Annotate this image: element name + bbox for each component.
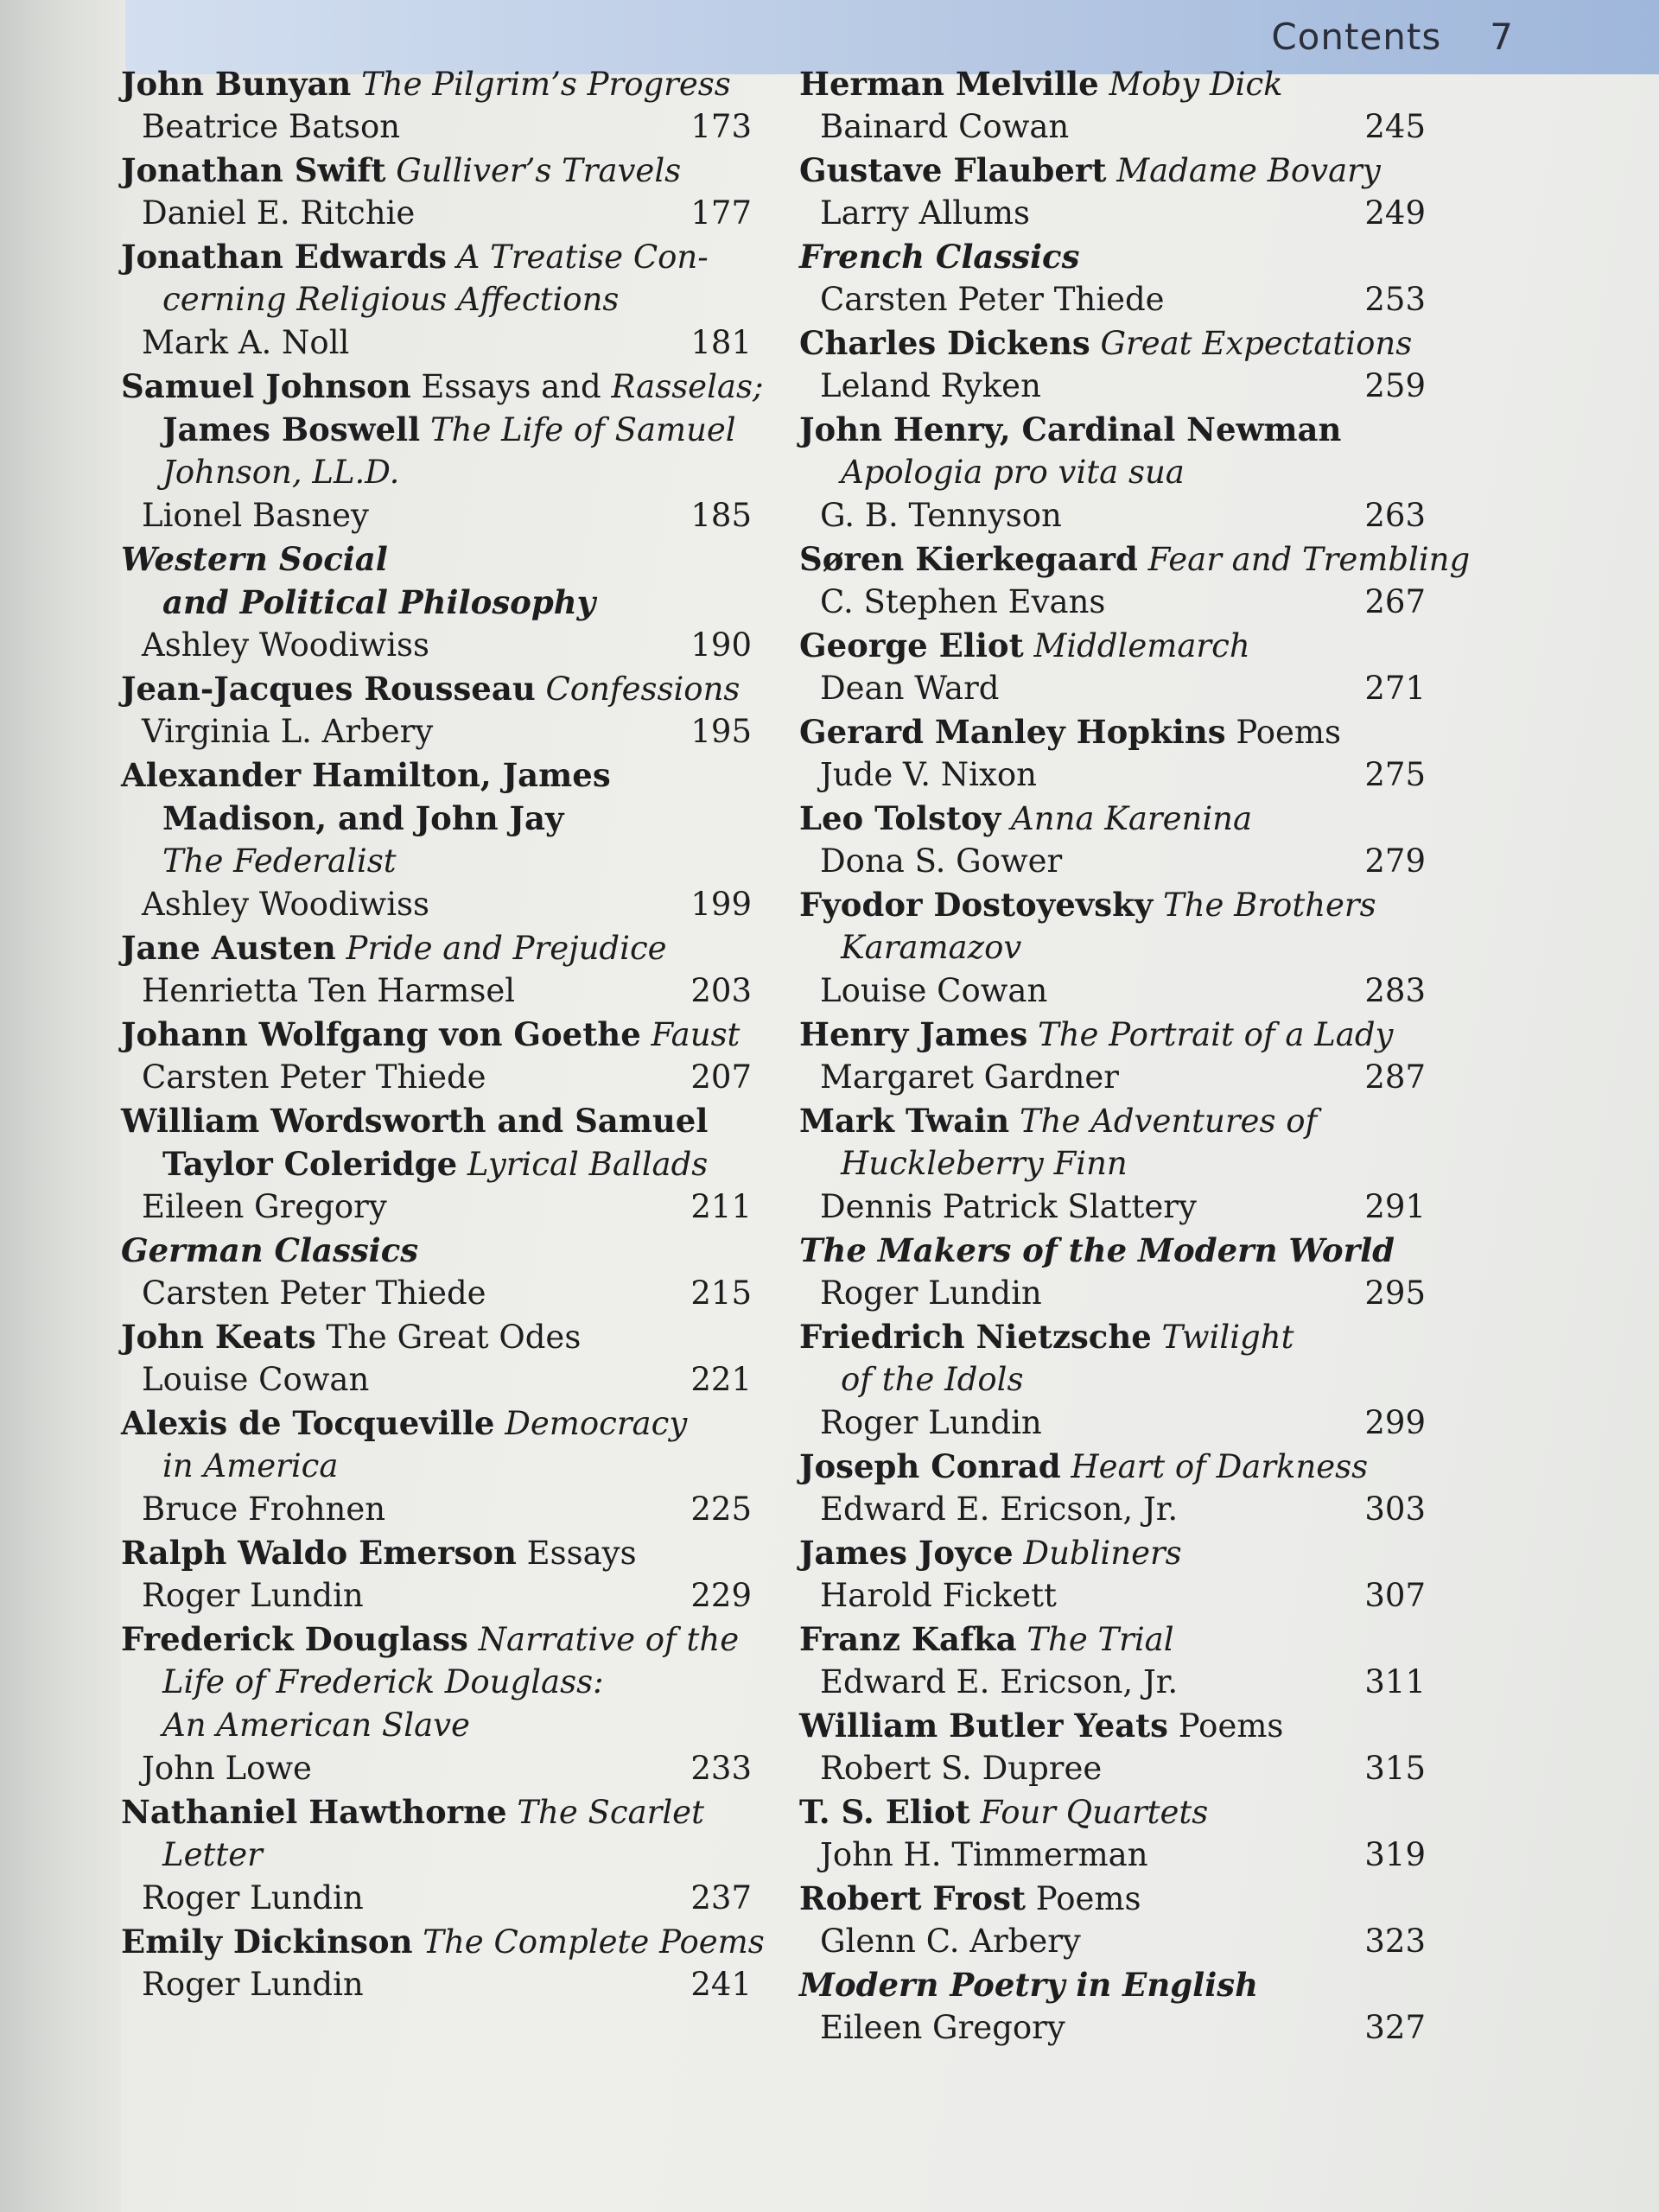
entry-heading-line <box>121 797 760 840</box>
entry-work-title: The Brothers <box>1163 887 1376 924</box>
entry-author: Emily Dickinson <box>121 1923 413 1961</box>
entry-author: Franz Kafka <box>799 1620 1017 1658</box>
entry-author: George Eliot <box>799 626 1024 664</box>
entry-page-number: 177 <box>690 194 752 232</box>
section-title: Contents <box>1271 16 1442 58</box>
entry-heading-line <box>799 710 1426 753</box>
toc-entry <box>799 1013 1426 1099</box>
entry-contributor: Daniel E. Ritchie <box>142 194 416 232</box>
entry-contributor: G. B. Tennyson <box>820 497 1062 534</box>
contents-column-left <box>121 62 765 2006</box>
toc-entry <box>121 235 760 365</box>
entry-work-title: Huckleberry Finn <box>841 1145 1128 1182</box>
entry-work-plain: Poems <box>1236 714 1342 751</box>
entry-work-title: of the Idols <box>841 1361 1024 1398</box>
entry-heading-line <box>121 62 760 105</box>
entry-author: James Joyce <box>799 1534 1014 1572</box>
entry-page-number: 215 <box>690 1274 752 1312</box>
entry-contributor-line <box>799 105 1426 149</box>
section-heading: Western Social <box>121 540 388 578</box>
toc-entry <box>121 1229 760 1315</box>
toc-entry <box>799 62 1426 149</box>
entry-heading-line <box>799 1013 1426 1056</box>
entry-contributor-line <box>121 710 760 753</box>
entry-heading-line <box>121 667 760 710</box>
entry-page-number: 307 <box>1364 1577 1426 1614</box>
entry-contributor: Carsten Peter Thiede <box>820 281 1165 318</box>
entry-contributor-line <box>121 1272 760 1315</box>
entry-heading-line <box>121 1661 760 1704</box>
entry-contributor-line <box>121 1185 760 1229</box>
toc-entry <box>121 1790 760 1920</box>
entry-work-title: Rasselas; <box>611 368 764 405</box>
entry-heading-line <box>121 278 760 321</box>
entry-contributor-line <box>799 753 1426 797</box>
entry-heading-line <box>799 1315 1426 1358</box>
entry-heading-line <box>799 451 1426 494</box>
entry-contributor-line <box>799 1056 1426 1099</box>
entry-page-number: 253 <box>1364 281 1426 318</box>
toc-entry <box>799 624 1426 710</box>
entry-author: Friedrich Nietzsche <box>799 1318 1152 1356</box>
entry-author: Nathaniel Hawthorne <box>121 1793 507 1831</box>
entry-author: Henry James <box>799 1015 1028 1053</box>
entry-contributor: Edward E. Ericson, Jr. <box>820 1663 1179 1700</box>
entry-contributor-line <box>121 494 760 537</box>
entry-page-number: 303 <box>1364 1491 1426 1528</box>
entry-page-number: 249 <box>1364 194 1426 232</box>
toc-entry <box>121 149 760 235</box>
entry-heading-line <box>121 235 760 278</box>
entry-heading-line <box>121 1790 760 1834</box>
toc-entry <box>799 1963 1426 2050</box>
toc-entry <box>799 235 1426 321</box>
section-heading: Modern Poetry in English <box>799 1966 1258 2004</box>
entry-work-title: Johnson, LL.D. <box>162 454 400 491</box>
entry-author: Jonathan Swift <box>121 151 386 189</box>
toc-entry <box>799 710 1426 797</box>
entry-page-number: 241 <box>690 1966 752 2003</box>
entry-heading-line <box>121 1013 760 1056</box>
entry-page-number: 245 <box>1364 108 1426 145</box>
entry-contributor-line <box>799 1747 1426 1790</box>
entry-heading-line <box>121 1704 760 1747</box>
entry-contributor-line <box>121 1963 760 2006</box>
entry-contributor: Eileen Gregory <box>142 1188 387 1225</box>
entry-page-number: 237 <box>690 1879 752 1916</box>
toc-entry <box>121 926 760 1013</box>
entry-contributor-line <box>121 624 760 667</box>
entry-heading-line <box>121 1834 760 1877</box>
entry-page-number: 259 <box>1364 367 1426 404</box>
entry-contributor-line <box>799 840 1426 883</box>
entry-heading-line <box>799 1229 1426 1272</box>
entry-page-number: 225 <box>690 1491 752 1528</box>
entry-work-plain: Essays <box>526 1535 637 1572</box>
entry-contributor-line <box>799 667 1426 710</box>
toc-entry <box>799 1315 1426 1445</box>
section-heading: French Classics <box>799 238 1080 276</box>
entry-work-title: Madame Bovary <box>1116 152 1381 189</box>
entry-page-number: 181 <box>690 324 752 361</box>
toc-entry <box>121 1099 760 1229</box>
entry-contributor-line <box>799 1661 1426 1704</box>
entry-heading-line <box>121 926 760 969</box>
entry-work-title: The Life of Samuel <box>429 411 736 448</box>
entry-contributor-line <box>799 1185 1426 1229</box>
entry-page-number: 221 <box>690 1361 752 1398</box>
entry-author: Søren Kierkegaard <box>799 540 1138 578</box>
entry-contributor: Margaret Gardner <box>820 1058 1119 1096</box>
entry-contributor: Ashley Woodiwiss <box>142 886 429 923</box>
entry-contributor-line <box>799 1834 1426 1877</box>
entry-contributor: Carsten Peter Thiede <box>142 1274 486 1312</box>
entry-contributor-line <box>121 883 760 926</box>
entry-heading-line <box>121 1618 760 1661</box>
entry-work-title: Letter <box>162 1836 263 1873</box>
entry-page-number: 211 <box>690 1188 752 1225</box>
entry-contributor: Roger Lundin <box>142 1577 364 1614</box>
toc-entry <box>799 408 1426 537</box>
entry-author: John Henry, Cardinal Newman <box>799 410 1342 448</box>
entry-contributor: Louise Cowan <box>820 972 1048 1009</box>
entry-heading-line <box>121 581 760 624</box>
entry-contributor-line <box>121 1747 760 1790</box>
section-heading: and Political Philosophy <box>162 583 596 621</box>
entry-heading-line <box>799 321 1426 365</box>
entry-contributor-line <box>121 1358 760 1402</box>
entry-contributor: Henrietta Ten Harmsel <box>142 972 516 1009</box>
entry-work-title: Pride and Prejudice <box>346 930 667 967</box>
entry-heading-line <box>799 408 1426 451</box>
page-gutter <box>0 0 121 2212</box>
entry-page-number: 185 <box>690 497 752 534</box>
entry-heading-line <box>799 62 1426 105</box>
entry-heading-line <box>799 1963 1426 2006</box>
entry-work-title: in America <box>162 1447 339 1484</box>
entry-work-title: cerning Religious Affections <box>162 281 620 318</box>
entry-contributor-line <box>799 494 1426 537</box>
entry-author: Robert Frost <box>799 1879 1027 1917</box>
entry-page-number: 195 <box>690 713 752 750</box>
entry-work-title: Heart of Darkness <box>1071 1448 1369 1485</box>
entry-heading-line <box>799 624 1426 667</box>
entry-work-title: Twilight <box>1161 1319 1294 1356</box>
entry-heading-line <box>121 537 760 581</box>
entry-author: Frederick Douglass <box>121 1620 468 1658</box>
entry-page-number: 283 <box>1364 972 1426 1009</box>
entry-contributor: Carsten Peter Thiede <box>142 1058 486 1096</box>
entry-author: Johann Wolfgang von Goethe <box>121 1015 641 1053</box>
entry-contributor-line <box>799 2006 1426 2050</box>
entry-heading-line <box>121 149 760 192</box>
entry-contributor: Dona S. Gower <box>820 842 1063 880</box>
entry-contributor-line <box>121 1056 760 1099</box>
entry-author: Mark Twain <box>799 1102 1010 1140</box>
entry-contributor: Lionel Basney <box>142 497 369 534</box>
entry-contributor: Virginia L. Arbery <box>142 713 434 750</box>
entry-author: Alexis de Tocqueville <box>121 1404 495 1442</box>
entry-page-number: 279 <box>1364 842 1426 880</box>
entry-work-title: The Adventures of <box>1019 1103 1318 1140</box>
toc-entry <box>799 1618 1426 1704</box>
entry-author: Ralph Waldo Emerson <box>121 1534 517 1572</box>
entry-page-number: 271 <box>1364 670 1426 707</box>
entry-contributor-line <box>121 192 760 235</box>
entry-work-title: Narrative of the <box>478 1621 740 1658</box>
folio: 7 <box>1490 16 1514 58</box>
entry-heading-line <box>121 408 760 451</box>
entry-page-number: 199 <box>690 886 752 923</box>
entry-work-title: Confessions <box>545 671 741 708</box>
toc-entry <box>121 753 760 926</box>
entry-author: Leo Tolstoy <box>799 799 1001 837</box>
entry-author: Jonathan Edwards <box>121 238 447 276</box>
entry-contributor: Leland Ryken <box>820 367 1041 404</box>
entry-work-title: The Complete Poems <box>423 1923 765 1961</box>
entry-heading-line <box>121 840 760 883</box>
entry-contributor: Mark A. Noll <box>142 324 350 361</box>
toc-entry <box>121 365 764 537</box>
entry-contributor-line <box>799 1574 1426 1618</box>
entry-page-number: 263 <box>1364 497 1426 534</box>
entry-heading-line <box>121 753 760 797</box>
entry-page-number: 203 <box>690 972 752 1009</box>
entry-page-number: 319 <box>1364 1836 1426 1873</box>
entry-heading-line <box>799 537 1471 581</box>
entry-heading-line <box>121 1402 760 1445</box>
entry-contributor: Edward E. Ericson, Jr. <box>820 1491 1179 1528</box>
entry-contributor-line <box>121 1488 760 1531</box>
entry-heading-line <box>121 1445 760 1488</box>
entry-contributor: Louise Cowan <box>142 1361 370 1398</box>
entry-work-title: Karamazov <box>841 929 1022 966</box>
entry-heading-line <box>799 1099 1426 1142</box>
entry-work-plain: Poems <box>1035 1880 1141 1917</box>
toc-entry <box>121 1315 760 1402</box>
entry-heading-line <box>799 149 1426 192</box>
entry-work-plain: Essays and <box>421 368 601 405</box>
entry-contributor-line <box>799 581 1426 624</box>
entry-contributor: Roger Lundin <box>820 1274 1042 1312</box>
entry-contributor: Robert S. Dupree <box>820 1750 1103 1787</box>
entry-contributor: Dean Ward <box>820 670 1000 707</box>
entry-contributor: Eileen Gregory <box>820 2009 1065 2046</box>
entry-work-title: The Pilgrim’s Progress <box>361 66 731 103</box>
entry-heading-line <box>799 797 1426 840</box>
entry-contributor: Roger Lundin <box>142 1966 364 2003</box>
entry-work-title: An American Slave <box>162 1707 470 1744</box>
entry-page-number: 315 <box>1364 1750 1426 1787</box>
entry-work-title: Great Expectations <box>1100 325 1413 362</box>
entry-author: James Boswell <box>162 410 421 448</box>
toc-entry <box>799 149 1426 235</box>
entry-contributor-line <box>799 969 1426 1013</box>
entry-heading-line <box>799 235 1426 278</box>
entry-page-number: 299 <box>1364 1404 1426 1441</box>
entry-heading-line <box>121 1142 760 1185</box>
entry-author: Jean-Jacques Rousseau <box>121 670 536 708</box>
entry-contributor-line <box>121 321 760 365</box>
entry-author: Herman Melville <box>799 65 1099 103</box>
entry-contributor-line <box>799 1920 1426 1963</box>
entry-contributor: Roger Lundin <box>142 1879 364 1916</box>
toc-entry <box>121 1402 760 1531</box>
toc-entry <box>799 537 1471 624</box>
entry-contributor-line <box>121 105 760 149</box>
entry-work-title: Life of Frederick Douglass: <box>162 1663 604 1700</box>
toc-entry <box>799 1704 1426 1790</box>
entry-contributor: Glenn C. Arbery <box>820 1923 1081 1960</box>
entry-contributor-line <box>799 1402 1426 1445</box>
entry-page-number: 291 <box>1364 1188 1426 1225</box>
entry-contributor: Bainard Cowan <box>820 108 1070 145</box>
entry-author: Fyodor Dostoyevsky <box>799 886 1154 924</box>
entry-work-title: Lyrical Ballads <box>467 1146 709 1183</box>
entry-contributor: Roger Lundin <box>820 1404 1042 1441</box>
entry-contributor: Jude V. Nixon <box>820 756 1037 793</box>
entry-page-number: 229 <box>690 1577 752 1614</box>
entry-heading-line <box>121 1099 760 1142</box>
entry-contributor: Harold Fickett <box>820 1577 1057 1614</box>
toc-entry <box>121 667 760 753</box>
toc-entry <box>121 1618 760 1790</box>
toc-entry <box>799 321 1426 408</box>
entry-heading-line <box>799 1358 1426 1402</box>
entry-heading-line <box>799 883 1426 926</box>
entry-page-number: 311 <box>1364 1663 1426 1700</box>
toc-entry <box>799 1445 1426 1531</box>
entry-contributor-line <box>799 192 1426 235</box>
entry-contributor: John H. Timmerman <box>820 1836 1148 1873</box>
toc-entry <box>799 1790 1426 1877</box>
entry-author: John Bunyan <box>121 65 352 103</box>
entry-work-title: Middlemarch <box>1033 627 1250 664</box>
entry-work-title: Democracy <box>505 1405 688 1442</box>
entry-author: Samuel Johnson <box>121 367 411 405</box>
entry-contributor-line <box>121 969 760 1013</box>
entry-contributor-line <box>799 278 1426 321</box>
entry-work-title: Faust <box>651 1016 741 1053</box>
entry-author: John Keats <box>121 1318 316 1356</box>
entry-contributor: Bruce Frohnen <box>142 1491 386 1528</box>
entry-page-number: 295 <box>1364 1274 1426 1312</box>
entry-work-title: Gulliver’s Travels <box>396 152 682 189</box>
entry-author: Taylor Coleridge <box>162 1145 458 1183</box>
contents-column-right <box>799 62 1471 2050</box>
entry-work-title: The Federalist <box>162 842 397 880</box>
entry-heading-line <box>799 1877 1426 1920</box>
entry-work-title: Dubliners <box>1023 1535 1182 1572</box>
entry-author: Jane Austen <box>121 929 336 967</box>
entry-page-number: 287 <box>1364 1058 1426 1096</box>
entry-heading-line <box>121 365 764 408</box>
entry-work-title: Anna Karenina <box>1011 800 1253 837</box>
entry-author: Gerard Manley Hopkins <box>799 713 1226 751</box>
entry-work-title: Four Quartets <box>980 1794 1209 1831</box>
entry-contributor: Dennis Patrick Slattery <box>820 1188 1197 1225</box>
entry-contributor-line <box>799 365 1426 408</box>
toc-entry <box>121 1531 760 1618</box>
entry-contributor-line <box>121 1574 760 1618</box>
running-header <box>1271 16 1514 58</box>
entry-page-number: 173 <box>690 108 752 145</box>
entry-page-number: 327 <box>1364 2009 1426 2046</box>
entry-heading-line <box>121 1229 760 1272</box>
entry-heading-line <box>121 1920 765 1963</box>
entry-page-number: 233 <box>690 1750 752 1787</box>
entry-page-number: 207 <box>690 1058 752 1096</box>
toc-entry <box>799 797 1426 883</box>
entry-contributor: Ashley Woodiwiss <box>142 626 429 664</box>
entry-contributor-line <box>121 1877 760 1920</box>
section-heading: The Makers of the Modern World <box>799 1231 1395 1269</box>
toc-entry <box>121 537 760 667</box>
entry-work-plain: The Great Odes <box>326 1319 582 1356</box>
entry-contributor: Beatrice Batson <box>142 108 401 145</box>
entry-contributor: C. Stephen Evans <box>820 583 1106 620</box>
entry-heading-line <box>799 1790 1426 1834</box>
entry-heading-line <box>799 1445 1426 1488</box>
entry-contributor-line <box>799 1272 1426 1315</box>
entry-heading-line <box>799 926 1426 969</box>
entry-author: William Butler Yeats <box>799 1707 1168 1745</box>
entry-work-title: The Portrait of a Lady <box>1038 1016 1394 1053</box>
entry-work-title: A Treatise Con- <box>456 238 709 276</box>
section-heading: German Classics <box>121 1231 419 1269</box>
toc-entry <box>799 1099 1426 1229</box>
entry-author: Alexander Hamilton, James <box>121 756 611 794</box>
entry-heading-line <box>121 1531 760 1574</box>
entry-heading-line <box>799 1704 1426 1747</box>
entry-contributor: John Lowe <box>142 1750 312 1787</box>
toc-entry <box>121 1013 760 1099</box>
entry-heading-line <box>799 1618 1426 1661</box>
entry-heading-line <box>799 1142 1426 1185</box>
entry-work-title: The Scarlet <box>517 1794 704 1831</box>
entry-heading-line <box>121 1315 760 1358</box>
entry-page-number: 190 <box>690 626 752 664</box>
toc-entry <box>121 62 760 149</box>
entry-work-plain: Poems <box>1178 1707 1284 1745</box>
entry-page-number: 323 <box>1364 1923 1426 1960</box>
entry-contributor-line <box>799 1488 1426 1531</box>
entry-page-number: 275 <box>1364 756 1426 793</box>
entry-author: Gustave Flaubert <box>799 151 1107 189</box>
entry-author: Joseph Conrad <box>799 1447 1061 1485</box>
entry-heading-line <box>799 1531 1426 1574</box>
entry-contributor: Larry Allums <box>820 194 1030 232</box>
entry-author: William Wordsworth and Samuel <box>121 1102 709 1140</box>
entry-author: Madison, and John Jay <box>162 799 564 837</box>
entry-work-title: Fear and Trembling <box>1147 541 1471 578</box>
toc-entry <box>121 1920 765 2006</box>
toc-entry <box>799 1531 1426 1618</box>
entry-work-title: Moby Dick <box>1109 66 1283 103</box>
entry-work-title: Apologia pro vita sua <box>841 454 1185 491</box>
toc-entry <box>799 1877 1426 1963</box>
entry-work-title: The Trial <box>1027 1621 1174 1658</box>
toc-entry <box>799 883 1426 1013</box>
entry-author: T. S. Eliot <box>799 1793 970 1831</box>
entry-heading-line <box>121 451 760 494</box>
toc-entry <box>799 1229 1426 1315</box>
entry-page-number: 267 <box>1364 583 1426 620</box>
entry-author: Charles Dickens <box>799 324 1090 362</box>
